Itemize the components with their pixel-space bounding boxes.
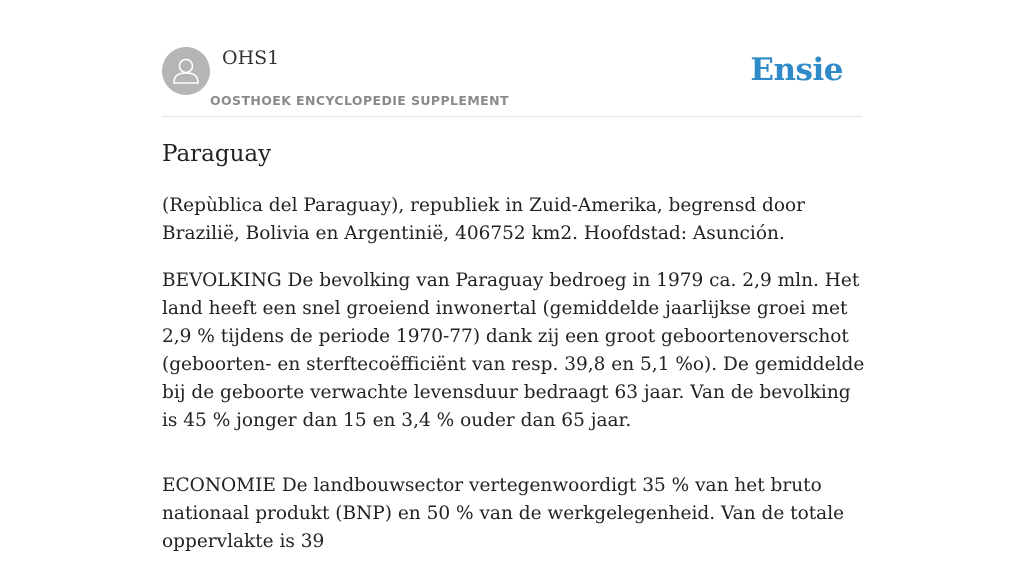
- source-label[interactable]: OOSTHOEK ENCYCLOPEDIE SUPPLEMENT: [210, 93, 509, 108]
- article-title: Paraguay: [162, 141, 272, 167]
- user-avatar-icon[interactable]: [162, 47, 210, 95]
- article-page: [162, 0, 865, 552]
- article-paragraph: ECONOMIE De landbouwsector vertegenwoordigt 35 % van het bruto nationaal produkt (BNP) en 50 % van de werkgelegenheid. Van de totale oppervlakte is 39: [162, 475, 845, 552]
- article-header: [162, 0, 862, 117]
- article-body: [162, 192, 866, 575]
- author-name[interactable]: OHS1: [222, 47, 280, 69]
- ensie-logo[interactable]: Ensie: [750, 52, 843, 88]
- article-paragraph: (Repùblica del Paraguay), republiek in Zuid-Amerika, begrensd door Brazilië, Bolivia en Argentinië, 406752 km2. Hoofdstad: Asunción.: [162, 195, 806, 244]
- article-paragraph: BEVOLKING De bevolking van Paraguay bedroeg in 1979 ca. 2,9 mln. Het land heeft een snel groeiend inwonertal (gemiddelde jaarlijkse groei met 2,9 % tijdens de periode 1970-77) dank zij een groot geboortenoverschot (geboorten- en sterftecoëfficiënt van resp. 39,8 en 5,1 %o). De gemiddelde bij de geboorte verwachte levensduur bedraagt 63 jaar. Van de bevolking is 45 % jonger dan 15 en 3,4 % ouder dan 65 jaar.: [162, 270, 865, 431]
